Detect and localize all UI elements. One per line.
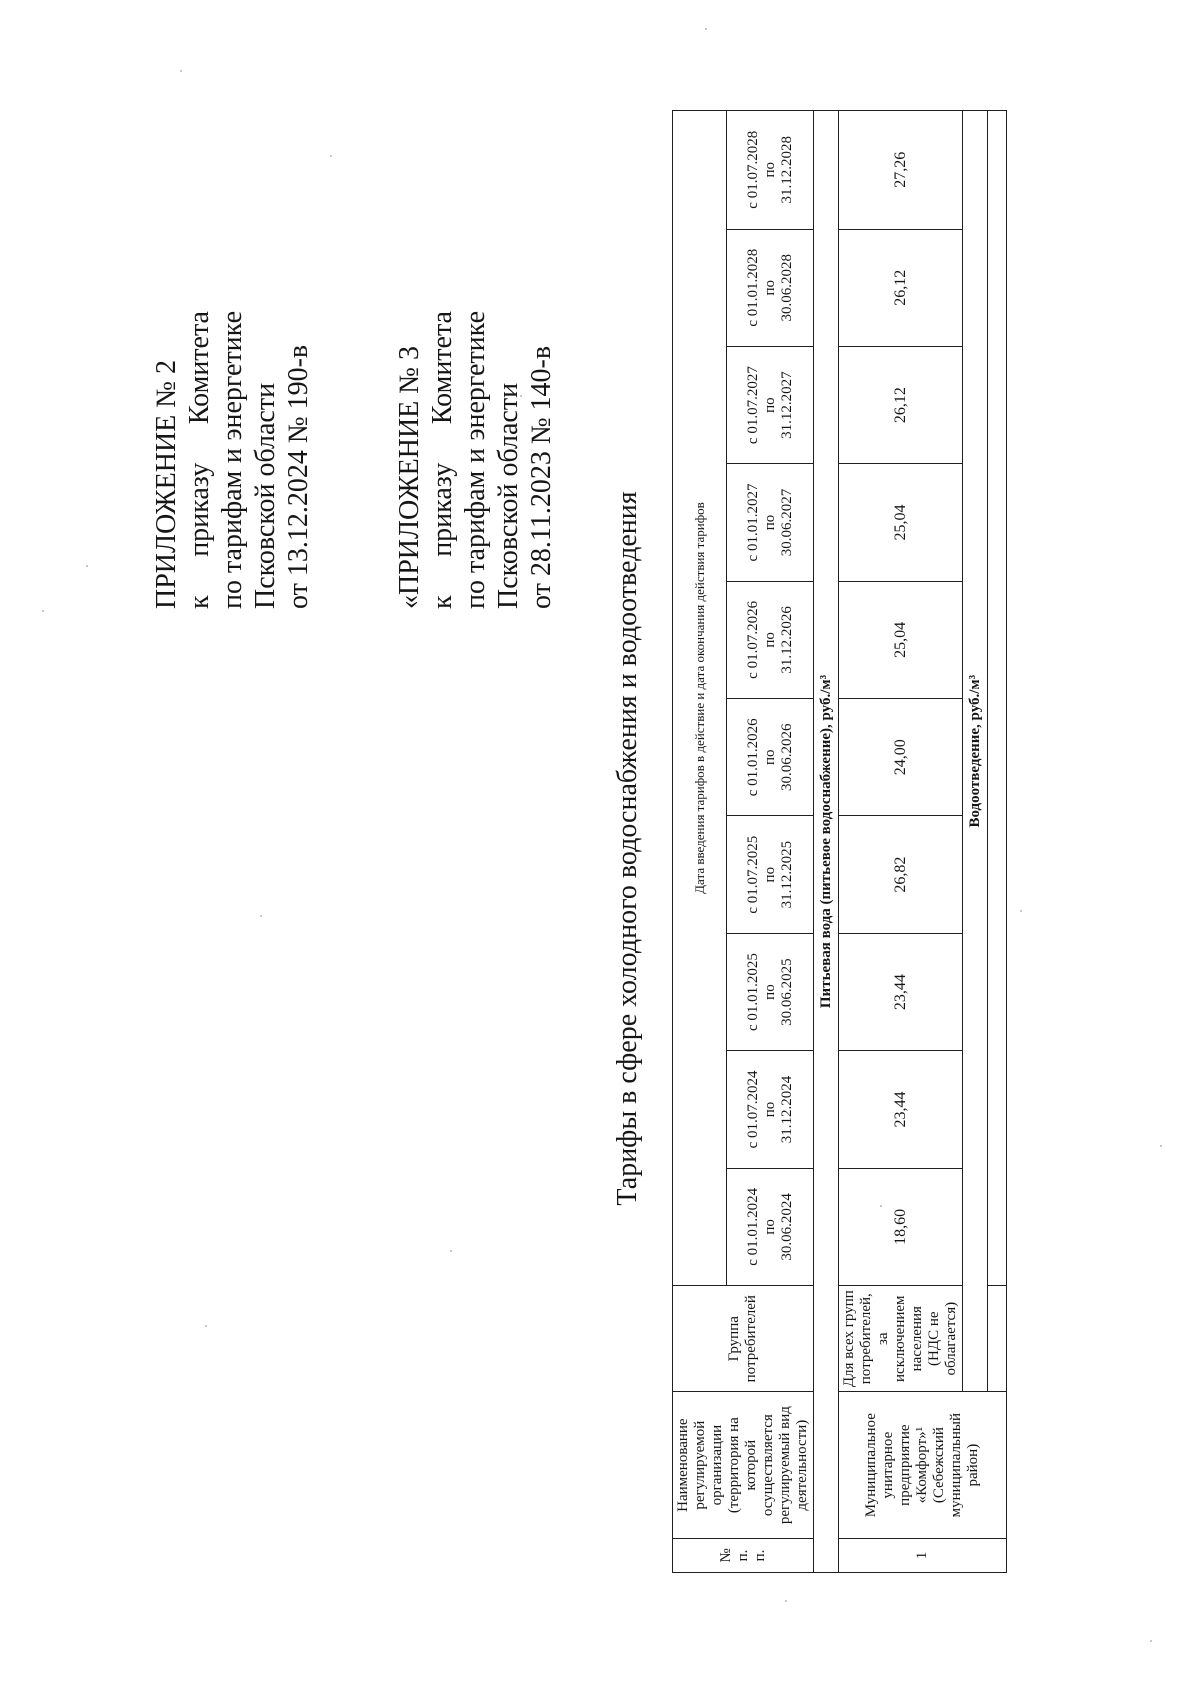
water-tariff-value: 24,00 xyxy=(839,699,963,816)
section-water-row xyxy=(814,111,839,1573)
appendix-old-date: от 28.11.2023 № 140-в xyxy=(526,345,557,609)
table-header-row xyxy=(673,111,727,1573)
appendix-new-date: от 13.12.2024 № 190-в xyxy=(283,344,314,609)
water-tariff-value: 26,82 xyxy=(839,816,963,933)
period-cell: с 01.07.2024 по 31.12.2024 xyxy=(727,1051,814,1168)
document-title: Тарифы в сфере холодного водоснабжения и водоотведения xyxy=(612,491,643,1206)
section-sewer-heading: Водоотведение, руб./м³ xyxy=(963,111,988,1392)
header-number: № п. п. xyxy=(673,1538,814,1572)
appendix-old-line2: по тарифам и энергетике xyxy=(460,311,491,609)
period-cell: с 01.07.2027 по 31.12.2027 xyxy=(727,346,814,463)
empty-cell xyxy=(988,111,1007,1286)
period-cell: с 01.07.2028 по 31.12.2028 xyxy=(727,111,814,230)
appendix-new-title: ПРИЛОЖЕНИЕ № 2 xyxy=(151,360,182,609)
header-consumer-group: Группа потребителей xyxy=(673,1286,814,1392)
appendix-new-block xyxy=(150,311,315,609)
appendix-old-block xyxy=(393,311,558,609)
header-periods-caption: Дата введения тарифов в действие и дата окончания действия тарифов xyxy=(673,111,727,1286)
appendix-old-line3: Псковской области xyxy=(493,382,524,609)
appendix-new-line3: Псковской области xyxy=(250,382,281,609)
water-tariff-value: 25,04 xyxy=(839,581,963,698)
tariff-table xyxy=(672,110,1007,1573)
water-tariff-value: 23,44 xyxy=(839,933,963,1050)
appendix-old-line1: к приказу Комитета xyxy=(427,311,458,609)
period-cell: с 01.01.2028 по 30.06.2028 xyxy=(727,229,814,346)
water-tariff-value: 18,60 xyxy=(839,1168,963,1285)
section-sewer-row xyxy=(963,111,988,1573)
table-row xyxy=(839,111,963,1573)
period-cell: с 01.01.2027 по 30.06.2027 xyxy=(727,464,814,581)
water-tariff-value: 25,04 xyxy=(839,464,963,581)
header-organization: Наименование регулируемой организации (территория на которой осуществляется регулируемый вид деятельности) xyxy=(673,1392,814,1539)
period-cell: с 01.07.2025 по 31.12.2025 xyxy=(727,816,814,933)
period-cell: с 01.01.2025 по 30.06.2025 xyxy=(727,933,814,1050)
period-cell: с 01.07.2026 по 31.12.2026 xyxy=(727,581,814,698)
row-organization: Муниципальное унитарное предприятие «Комфорт»¹ (Себежский муниципальный район) xyxy=(839,1392,1007,1539)
period-cell: с 01.01.2024 по 30.06.2024 xyxy=(727,1168,814,1285)
appendix-old-title: «ПРИЛОЖЕНИЕ № 3 xyxy=(394,346,425,609)
water-tariff-value: 27,26 xyxy=(839,111,963,230)
table-row-empty xyxy=(988,111,1007,1573)
section-water-heading: Питьевая вода (питьевое водоснабжение), руб./м³ xyxy=(814,111,839,1573)
water-tariff-value: 23,44 xyxy=(839,1051,963,1168)
appendix-new-line2: по тарифам и энергетике xyxy=(217,311,248,609)
water-tariff-value: 26,12 xyxy=(839,346,963,463)
appendix-new-line1: к приказу Комитета xyxy=(184,311,215,609)
row-consumer-group: Для всех групп потребителей, за исключением населения (НДС не облагается) xyxy=(839,1286,963,1392)
row-number: 1 xyxy=(839,1538,1007,1572)
water-tariff-value: 26,12 xyxy=(839,229,963,346)
empty-cell xyxy=(988,1286,1007,1392)
period-cell: с 01.01.2026 по 30.06.2026 xyxy=(727,699,814,816)
